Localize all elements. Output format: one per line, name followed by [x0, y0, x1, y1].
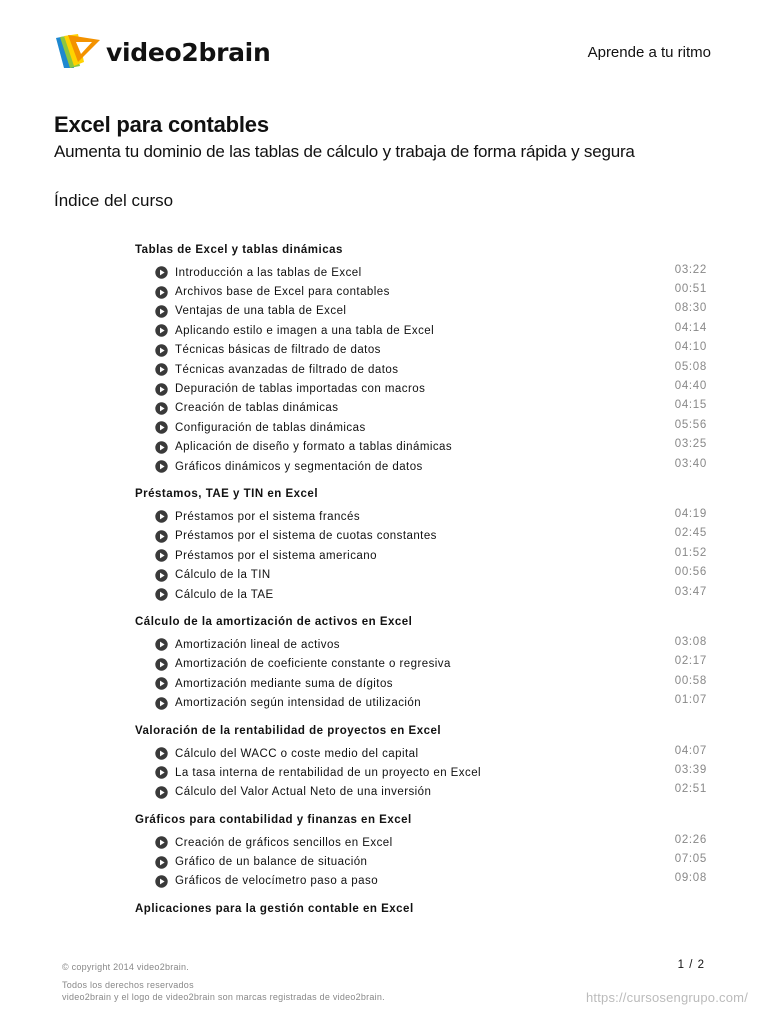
- tagline: Aprende a tu ritmo: [587, 44, 711, 61]
- lesson-duration: 02:51: [674, 783, 707, 796]
- lesson-title[interactable]: Amortización de coeficiente constante o regresiva: [175, 658, 451, 671]
- play-icon[interactable]: [154, 266, 168, 280]
- lesson-title[interactable]: Cálculo del Valor Actual Neto de una inversión: [175, 786, 432, 799]
- lesson-title[interactable]: Técnicas básicas de filtrado de datos: [175, 344, 381, 357]
- lesson-duration: 04:19: [674, 507, 707, 520]
- lesson-duration: 03:22: [674, 263, 707, 276]
- lesson-title[interactable]: Cálculo del WACC o coste medio del capital: [175, 747, 419, 760]
- lesson-item[interactable]: [135, 833, 707, 852]
- lesson-item[interactable]: [135, 674, 707, 693]
- lesson-duration: 05:08: [674, 360, 707, 373]
- lesson-item[interactable]: [135, 852, 707, 871]
- lesson-item[interactable]: [135, 418, 707, 437]
- lesson-item[interactable]: [135, 585, 707, 604]
- lesson-title[interactable]: Amortización según intensidad de utilización: [175, 697, 422, 710]
- page-number: 1 / 2: [677, 959, 705, 971]
- lesson-item[interactable]: [135, 635, 707, 654]
- lesson-item[interactable]: [135, 783, 707, 802]
- lesson-item[interactable]: [135, 565, 707, 584]
- section-title: Aplicaciones para la gestión contable en Excel: [135, 903, 414, 916]
- lesson-duration: 00:51: [674, 283, 707, 296]
- lesson-item[interactable]: [135, 321, 707, 340]
- rights-text: Todos los derechos reservados: [62, 979, 194, 990]
- lesson-item[interactable]: [135, 379, 707, 398]
- play-icon[interactable]: [154, 510, 168, 524]
- lesson-title[interactable]: Archivos base de Excel para contables: [175, 286, 390, 299]
- lesson-duration: 09:08: [674, 872, 707, 885]
- lesson-item[interactable]: [135, 744, 707, 763]
- lesson-title[interactable]: Amortización lineal de activos: [175, 638, 340, 651]
- lesson-duration: 02:17: [674, 655, 707, 668]
- play-icon[interactable]: [154, 343, 168, 357]
- play-icon[interactable]: [154, 421, 168, 435]
- play-icon[interactable]: [154, 460, 168, 474]
- lesson-title[interactable]: La tasa interna de rentabilidad de un proyecto en Excel: [175, 766, 482, 779]
- course-section: [135, 486, 707, 604]
- play-icon[interactable]: [154, 588, 168, 602]
- play-icon[interactable]: [154, 874, 168, 888]
- play-icon[interactable]: [154, 324, 168, 338]
- lesson-title[interactable]: Técnicas avanzadas de filtrado de datos: [175, 363, 399, 376]
- lesson-title[interactable]: Cálculo de la TAE: [175, 588, 274, 601]
- lesson-duration: 01:07: [674, 694, 707, 707]
- lesson-item[interactable]: [135, 302, 707, 321]
- play-icon[interactable]: [154, 855, 168, 869]
- lesson-item[interactable]: [135, 263, 707, 282]
- lesson-title[interactable]: Ventajas de una tabla de Excel: [175, 305, 347, 318]
- play-icon[interactable]: [154, 382, 168, 396]
- lesson-duration: 05:56: [674, 418, 707, 431]
- lesson-item[interactable]: [135, 360, 707, 379]
- lesson-duration: 04:15: [674, 399, 707, 412]
- course-section: [135, 242, 707, 476]
- course-subtitle: Aumenta tu dominio de las tablas de cálculo y trabaja de forma rápida y segura: [54, 142, 635, 161]
- play-icon[interactable]: [154, 785, 168, 799]
- play-icon[interactable]: [154, 836, 168, 850]
- section-title: Gráficos para contabilidad y finanzas en Excel: [135, 813, 412, 826]
- lesson-duration: 04:14: [674, 321, 707, 334]
- lesson-title[interactable]: Depuración de tablas importadas con macros: [175, 383, 426, 396]
- lesson-item[interactable]: [135, 399, 707, 418]
- lesson-title[interactable]: Aplicación de diseño y formato a tablas dinámicas: [175, 441, 453, 454]
- section-title: Cálculo de la amortización de activos en Excel: [135, 616, 413, 629]
- play-icon[interactable]: [154, 747, 168, 761]
- lesson-duration: 00:56: [674, 566, 707, 579]
- lesson-title[interactable]: Amortización mediante suma de dígitos: [175, 677, 394, 690]
- header: [54, 32, 711, 76]
- lesson-title[interactable]: Cálculo de la TIN: [175, 569, 271, 582]
- lesson-item[interactable]: [135, 655, 707, 674]
- lesson-item[interactable]: [135, 546, 707, 565]
- course-section: [135, 812, 707, 891]
- lesson-duration: 00:58: [674, 674, 707, 687]
- play-icon[interactable]: [154, 529, 168, 543]
- lesson-item[interactable]: [135, 763, 707, 782]
- lesson-title[interactable]: Creación de gráficos sencillos en Excel: [175, 836, 393, 849]
- lesson-title[interactable]: Préstamos por el sistema de cuotas constantes: [175, 530, 437, 543]
- lesson-title[interactable]: Préstamos por el sistema americano: [175, 549, 377, 562]
- trademark-text: video2brain y el logo de video2brain son marcas registradas de video2brain.: [62, 992, 385, 1003]
- play-icon[interactable]: [154, 696, 168, 710]
- copyright-text: © copyright 2014 video2brain.: [62, 962, 189, 972]
- video2brain-logo-icon: [54, 32, 100, 72]
- lesson-item[interactable]: [135, 282, 707, 301]
- lesson-duration: 03:25: [674, 438, 707, 451]
- index-title: Índice del curso: [54, 191, 174, 210]
- footer-legal: [62, 961, 385, 1004]
- play-icon[interactable]: [154, 285, 168, 299]
- section-title: Préstamos, TAE y TIN en Excel: [135, 488, 319, 501]
- play-icon[interactable]: [154, 304, 168, 318]
- lesson-item[interactable]: [135, 527, 707, 546]
- play-icon[interactable]: [154, 363, 168, 377]
- play-icon[interactable]: [154, 568, 168, 582]
- play-icon[interactable]: [154, 638, 168, 652]
- lesson-item[interactable]: [135, 341, 707, 360]
- lesson-duration: 04:07: [674, 744, 707, 757]
- lesson-duration: 01:52: [674, 546, 707, 559]
- lesson-title[interactable]: Gráficos de velocímetro paso a paso: [175, 875, 379, 888]
- play-icon[interactable]: [154, 657, 168, 671]
- course-section: [135, 901, 707, 918]
- lesson-duration: 02:26: [674, 833, 707, 846]
- brand-name: video2brain: [106, 37, 271, 67]
- lesson-title[interactable]: Gráficos dinámicos y segmentación de datos: [175, 460, 423, 473]
- lesson-duration: 03:40: [674, 457, 707, 470]
- lesson-item[interactable]: [135, 872, 707, 891]
- course-index: [135, 242, 707, 928]
- section-title: Tablas de Excel y tablas dinámicas: [135, 244, 343, 256]
- lesson-title[interactable]: Configuración de tablas dinámicas: [175, 421, 366, 434]
- lesson-duration: 08:30: [674, 302, 707, 315]
- course-title: Excel para contables: [54, 112, 269, 137]
- lesson-title[interactable]: Creación de tablas dinámicas: [175, 402, 339, 415]
- lesson-item[interactable]: [135, 507, 707, 526]
- source-url[interactable]: https://cursosengrupo.com/: [586, 990, 748, 1005]
- lesson-duration: 04:40: [674, 380, 707, 393]
- lesson-duration: 03:39: [674, 763, 707, 776]
- play-icon[interactable]: [154, 766, 168, 780]
- course-section: [135, 614, 707, 713]
- lesson-duration: 02:45: [674, 527, 707, 540]
- course-section: [135, 723, 707, 802]
- play-icon[interactable]: [154, 549, 168, 563]
- lesson-item[interactable]: [135, 438, 707, 457]
- brand-logo[interactable]: [54, 32, 270, 72]
- lesson-title[interactable]: Introducción a las tablas de Excel: [175, 266, 362, 279]
- lesson-duration: 03:08: [674, 635, 707, 648]
- play-icon[interactable]: [154, 401, 168, 415]
- lesson-duration: 07:05: [674, 853, 707, 866]
- play-icon[interactable]: [154, 440, 168, 454]
- lesson-item[interactable]: [135, 693, 707, 712]
- lesson-title[interactable]: Aplicando estilo e imagen a una tabla de Excel: [175, 324, 435, 337]
- lesson-title[interactable]: Gráfico de un balance de situación: [175, 856, 368, 869]
- lesson-duration: 04:10: [674, 341, 707, 354]
- play-icon[interactable]: [154, 677, 168, 691]
- section-title: Valoración de la rentabilidad de proyectos en Excel: [135, 724, 442, 737]
- lesson-title[interactable]: Préstamos por el sistema francés: [175, 510, 361, 523]
- lesson-duration: 03:47: [674, 585, 707, 598]
- lesson-item[interactable]: [135, 457, 707, 476]
